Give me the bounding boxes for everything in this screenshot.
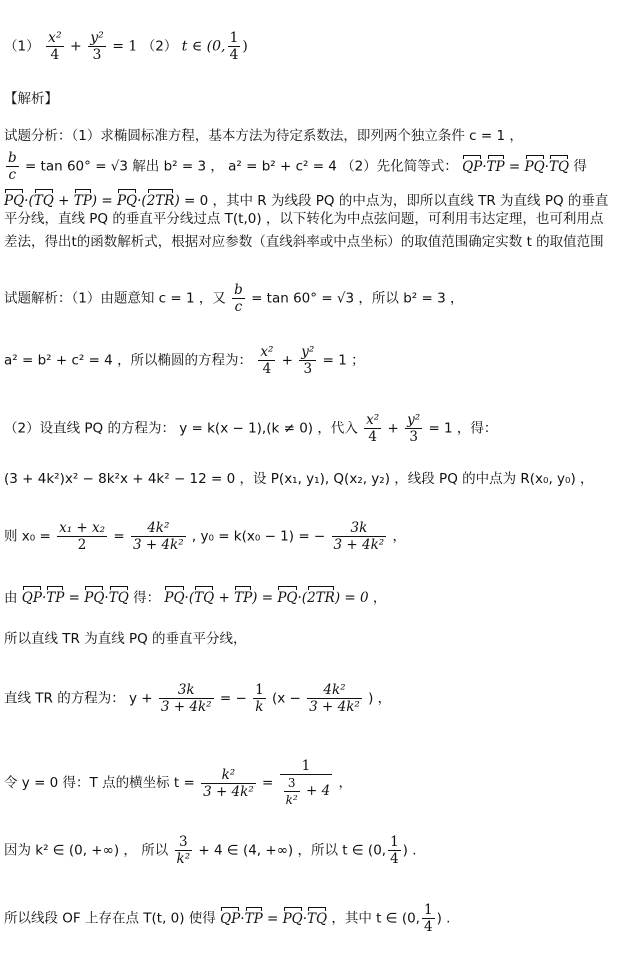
method-line-3: PQ·(TQ + TP) = PQ·(2TR) = 0 ，其中 R 为线段 PQ 的中点为，即所以直线 TR 为直线 PQ 的垂直 [4,187,608,210]
solution-line-4: (3 + 4k²)x² − 8k²x + 4k² − 12 = 0 ，设 P(x₁, y₁), Q(x₂, y₂) ，线段 PQ 的中点为 R(x₀, y₀) ， [4,471,594,487]
answer-part1-label: （1） [4,38,40,55]
method-line-1: 试题分析：（1）求椭圆标准方程，基本方法为待定系数法，即列两个独立条件 c = 1 ， [4,128,523,144]
fraction-3-over-k2: $\frac{3}{\text{k²}}$ [176,834,191,867]
fraction-y2-over-3: $\frac{\text{y²}}{3}$ [90,30,104,63]
fraction-1-over-4: $\frac{1}{4}$ [390,834,399,867]
fraction-3k-over-34k2: $\frac{3k}{\text{3 + 4k²}}$ [160,682,212,715]
fraction-k2-over-34k2: $\frac{\text{k²}}{\text{3 + 4k²}}$ [203,766,254,800]
fraction-1-over-4: $\frac{1}{4}$ [423,902,433,935]
fraction-3k-over-34k2: $\frac{3k}{\text{3 + 4k²}}$ [333,520,385,553]
answer-line: （1） $\frac{\text{x²}}{4}$ + $\frac{\text{y²}}{3}$ = 1 （2） t ∈ (0, $\frac{1}{4}$ ) [4,30,248,63]
vector-PQ: PQ [117,187,137,210]
solution-line-7: 所以直线 TR 为直线 PQ 的垂直平分线， [4,631,247,647]
vector-PQ: PQ [4,187,24,210]
fraction-y2-over-3: $\frac{\text{y²}}{3}$ [407,412,421,445]
fraction-b-over-c: $\frac{b}{c}$ [234,282,243,315]
fraction-x2-over-4: $\frac{\text{x²}}{4}$ [366,412,380,445]
fraction-1-over-k: $\frac{1}{k}$ [255,682,264,715]
fraction-4k2-over-34k2: $\frac{\text{4k²}}{\text{3 + 4k²}}$ [309,682,360,715]
answer-part1-eq: = 1 [112,38,138,55]
analysis-header: 【解析】 [4,91,58,107]
vector-TP: TP [74,187,92,210]
fraction-1-over-3k2-plus-4: 1 $\frac{3}{\text{k²}}$ + 4 [280,758,333,808]
solution-line-10: 因为 k² ∈ (0, +∞) ， 所以 $\frac{3}{\text{k²}}$ + 4 ∈ (4, +∞) ，所以 t ∈ (0, $\frac{1}{4}$ ) . [4,834,417,867]
method-line-4: 平分线，直线 PQ 的垂直平分线过点 T(t,0) ，以下转化为中点弦问题，可利用韦达定理，也可利用点 [4,211,604,227]
vector-2TR: 2TR [147,187,175,210]
method-line-5: 差法，得出t的函数解析式，根据对应参数（直线斜率或中点坐标）的取值范围确定实数 t 的取值范围 [4,234,604,250]
solution-line-8: 直线 TR 的方程为： y + $\frac{3k}{\text{3 + 4k²}}$ = − $\frac{1}{k}$ (x − $\frac{\text{4k²}}{\text{3 + 4k²}}$ ) ， [4,682,392,715]
solution-line-2: a² = b² + c² = 4 ，所以椭圆的方程为： $\frac{\text{x²}}{4}$ + $\frac{\text{y²}}{3}$ = 1 ； [4,344,365,377]
solution-line-6: 由 QP·TP = PQ·TQ 得： PQ·(TQ + TP) = PQ·(2TR) = 0 ， [4,584,386,607]
solution-line-11: 所以线段 OF 上存在点 T(t, 0) 使得 QP·TP = PQ·TQ ，其中 t ∈ (0, $\frac{1}{4}$ ) . [4,902,451,935]
fraction-x2-over-4: $\frac{\text{x²}}{4}$ [48,30,62,63]
answer-part2-label: （2） [141,38,178,55]
solution-line-5: 则 x₀ = $\frac{\text{x₁ + x₂}}{2}$ = $\frac{\text{4k²}}{\text{3 + 4k²}}$ , y₀ = k(x₀ − 1) = − $\frac{3k}{\text{3 + 4k²}}$ ， [4,520,407,553]
fraction-x2-over-4: $\frac{\text{x²}}{4}$ [260,344,274,377]
vector-QP: QP [462,153,482,176]
fraction-x1x2-over-2: $\frac{\text{x₁ + x₂}}{2}$ [59,520,106,553]
method-line-2: $\frac{b}{c}$ = tan 60° = √3 解出 b² = 3 ， a² = b² + c² = 4 （2）先化简等式： QP·TP = PQ·TQ 得 [8,150,587,183]
vector-TQ: TQ [34,187,54,210]
vector-TQ: TQ [549,153,569,176]
solution-line-3: （2）设直线 PQ 的方程为： y = k(x − 1),(k ≠ 0) ，代入 $\frac{\text{x²}}{4}$ + $\frac{\text{y²}}{3}$ = 1 ，得： [4,412,498,445]
fraction-b-over-c: $\frac{b}{c}$ [8,150,17,183]
vector-PQ: PQ [525,153,545,176]
answer-part2-range: t ∈ (0, [181,38,226,55]
solution-line-9: 令 y = 0 得：T 点的横坐标 t = $\frac{\text{k²}}{\text{3 + 4k²}}$ = 1 $\frac{3}{\text{k²}}$ + 4 ， [4,758,353,807]
fraction-1-over-4: $\frac{1}{4}$ [229,30,239,63]
fraction-y2-over-3: $\frac{\text{y²}}{3}$ [301,344,315,377]
vector-TP: TP [487,153,505,176]
solution-line-1: 试题解析：（1）由题意知 c = 1 ，又 $\frac{b}{c}$ = tan 60° = √3 ，所以 b² = 3 ， [4,282,464,315]
fraction-4k2-over-34k2: $\frac{\text{4k²}}{\text{3 + 4k²}}$ [132,520,184,553]
